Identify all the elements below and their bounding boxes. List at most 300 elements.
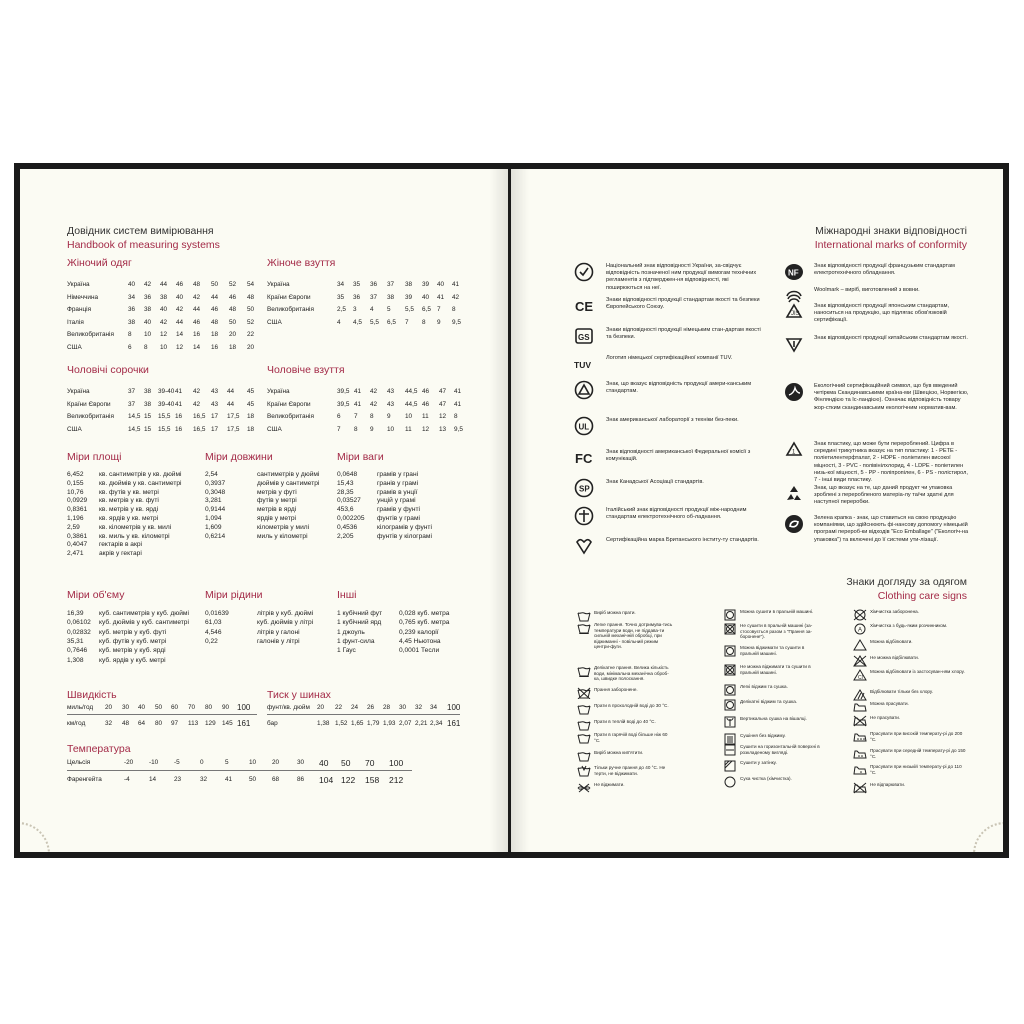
- area-unit: акрів у гектарі: [99, 550, 142, 558]
- wash-boil-icon: [577, 749, 591, 761]
- svg-text:A: A: [858, 627, 863, 634]
- area-value: 2,59: [67, 523, 80, 531]
- bleach-non-chlorine-icon: [853, 688, 867, 700]
- area-unit: кв. метрів у кв. футі: [99, 497, 159, 505]
- care-description: Не прасувати.: [870, 715, 901, 720]
- liquid-value: 4,546: [205, 628, 222, 636]
- temperature-cell: 32: [200, 776, 208, 783]
- mark-description: Знак, що вказує відповідність продукції амери-канським стандартам.: [606, 381, 752, 395]
- volume-unit: куб. ярдів у куб. метрі: [99, 656, 166, 664]
- mark-description: Woolmark – виріб, виготовлений з вовни.: [814, 287, 920, 293]
- mark-description: Знак пластику, що може бути перероблений. Цифра в середині трикутника вказує на тип пластику: 1 - PETE - поліетилентерфталат, 2 - HDPE - поліетилен високої міцності, 3 - PVC - полівінілхлорид, 4 - LDPE - поліетилен низь-кої міцності, 5 - PP - поліпропілен, 6 - PS - полістирол, 7 - інші види пластику.: [814, 441, 968, 484]
- liquid-unit: літрів у галоні: [257, 628, 300, 636]
- tumble-dry-icon: [723, 608, 737, 620]
- area-unit: кв. миль у кв. кілометрі: [99, 532, 170, 540]
- temperature-row2-label: Фаренгейта: [67, 776, 102, 783]
- women_clothing-cell: 8: [144, 344, 148, 351]
- speed-cell: 161: [237, 719, 251, 728]
- care-description: Прати в прохолодній воді до 30 °С.: [594, 703, 669, 708]
- temperature-cell: 50: [249, 776, 257, 783]
- area-value: 0,8361: [67, 506, 88, 514]
- weight-unit: унцій у грамі: [377, 497, 416, 505]
- area-value: 1,196: [67, 515, 84, 522]
- weight-value: 453,6: [337, 506, 354, 514]
- other-unit: 0,765 куб. метра: [399, 619, 450, 627]
- speed-cell: 113: [188, 720, 199, 727]
- temperature-cell: 70: [365, 758, 375, 768]
- tire-title: Тиск у шинах: [267, 689, 331, 701]
- men_shirts-cell: 42: [193, 388, 201, 395]
- temperature-cell: 212: [389, 775, 404, 785]
- swan-mark-icon: [783, 381, 805, 403]
- weight-value: 0,0648: [337, 471, 358, 478]
- men_shoes-cell: 11: [422, 413, 429, 421]
- men_shirts-cell: 45: [247, 400, 255, 408]
- women_shoes-cell: 5,5: [405, 306, 414, 314]
- men_shoes-cell: 13: [439, 425, 447, 433]
- care-description: Не відпарювати.: [870, 782, 906, 787]
- men_shirts-cell: 42: [193, 400, 201, 408]
- speed-cell: 145: [222, 720, 233, 727]
- volume-value: 0,7646: [67, 647, 88, 655]
- tire-cell: 1,79: [367, 720, 380, 727]
- women_clothing-cell: 12: [160, 331, 168, 339]
- weight-unit: грамів у грані: [377, 471, 419, 478]
- speed-cell: 50: [155, 704, 163, 711]
- weight-unit: кілограмів у фунті: [377, 523, 432, 531]
- women_clothing-cell: 52: [229, 281, 237, 288]
- care-description: Прасувати при низькій температу-рі до 110 °С.: [870, 764, 962, 775]
- women_shoes-cell: 6,5: [422, 306, 431, 314]
- men_shoes-row-label: Великобританія: [267, 413, 314, 421]
- volume-value: 1,308: [67, 656, 84, 664]
- iron-medium-icon: [853, 747, 867, 759]
- men_shoes-cell: 46: [422, 388, 430, 395]
- speed-cell: 32: [105, 720, 113, 727]
- liquid-unit: літрів у куб. дюймі: [257, 610, 314, 617]
- line-dry-icon: [723, 715, 737, 727]
- women_clothing-cell: 50: [211, 281, 219, 288]
- liquid-value: 0,01639: [205, 610, 229, 617]
- women_shoes-cell: 7: [405, 318, 409, 326]
- women_clothing-cell: 54: [247, 281, 255, 288]
- men_shirts-cell: 16,5: [193, 425, 206, 433]
- area-value: 10,76: [67, 488, 84, 496]
- fcc-mark-icon: [573, 447, 595, 469]
- green-dot-icon: [783, 513, 805, 535]
- mark-description: Знак відповідності продукції китайським стандартам якості.: [814, 335, 968, 341]
- men_shirts-cell: 38: [144, 400, 152, 408]
- temperature-cell: 14: [149, 776, 157, 783]
- area-title: Міри площі: [67, 451, 122, 463]
- care-description: Хімчистка заборонена.: [870, 609, 919, 614]
- temperature-cell: 158: [365, 775, 380, 785]
- women_shoes-cell: 9: [437, 318, 441, 326]
- women_shoes-cell: 36: [370, 281, 378, 288]
- speed-cell: 90: [222, 704, 230, 711]
- women_clothing-cell: 46: [229, 293, 237, 301]
- csa-mark-icon: [573, 477, 595, 499]
- men_shoes-cell: 8: [370, 413, 374, 421]
- women_clothing-cell: 18: [229, 344, 237, 351]
- women_clothing-cell: 22: [247, 331, 255, 339]
- tire-cell: 34: [430, 704, 438, 711]
- care-description: Можна сушити в пральній машині.: [740, 609, 814, 614]
- temperature-cell: -4: [124, 776, 130, 783]
- no-iron-icon: [853, 714, 867, 726]
- temperature-cell: 50: [341, 758, 351, 768]
- dry-clean-icon: [723, 775, 737, 787]
- hand-wash-icon: [577, 764, 591, 776]
- other-unit: 0,028 куб. метра: [399, 610, 450, 617]
- tire-cell: 28: [383, 704, 391, 711]
- speed-cell: 48: [122, 720, 130, 727]
- corner-ornament: [973, 822, 1003, 852]
- men_shirts-cell: 43: [211, 388, 219, 395]
- temperature-cell: 23: [174, 776, 182, 783]
- volume-title: Міри об'єму: [67, 589, 125, 601]
- tire-cell: 22: [335, 704, 343, 711]
- women_shoes-cell: 38: [387, 293, 395, 301]
- men_shoes-cell: 41: [354, 388, 362, 395]
- gs-mark-icon: [573, 325, 595, 347]
- men_shirts-cell: 15: [144, 425, 152, 433]
- women_clothing-cell: 50: [247, 306, 255, 314]
- tire-row2-label: бар: [267, 720, 278, 727]
- women_clothing-cell: 40: [176, 293, 184, 301]
- women_shoes-cell: 2,5: [337, 306, 346, 314]
- tire-cell: 2,34: [430, 720, 443, 727]
- women_clothing-cell: 10: [160, 344, 168, 351]
- length-unit: ярдів у метрі: [257, 515, 296, 522]
- svg-text:Cl: Cl: [858, 675, 863, 681]
- men_shirts-cell: 15,5: [158, 413, 171, 421]
- care-description: Не віджимати.: [594, 782, 625, 787]
- men_shirts-title: Чоловічі сорочки: [67, 364, 149, 376]
- women_shoes-cell: 41: [437, 293, 445, 301]
- area-value: 0,0929: [67, 497, 88, 505]
- care-description: Не можна відбілювати.: [870, 655, 919, 660]
- men_shirts-cell: 38: [144, 388, 152, 395]
- women_shoes-cell: 8: [452, 306, 456, 314]
- men_shoes-cell: 10: [387, 425, 395, 433]
- mark-description: Знак відповідності американської Федеральної комісії з комунікацій.: [606, 449, 751, 463]
- svg-text:GS: GS: [578, 333, 590, 342]
- care-description: Хімчистка з будь-яким розчинником.: [870, 623, 948, 628]
- women_shoes-cell: 3: [353, 306, 357, 314]
- wash-40-icon: [577, 718, 591, 730]
- tuv-mark-icon: [573, 353, 595, 375]
- women_shoes-cell: 6,5: [387, 318, 396, 326]
- area-unit: кв. ярдів у кв. метрі: [99, 515, 159, 522]
- china-mark-icon: [783, 333, 805, 355]
- men_shoes-row-label: Країни Європи: [267, 400, 311, 408]
- tire-cell: 1,93: [383, 720, 396, 727]
- speed-cell: 80: [155, 720, 163, 727]
- svg-text:1: 1: [792, 449, 796, 456]
- men_shoes-cell: 9,5: [454, 425, 463, 433]
- length-value: 3,281: [205, 497, 222, 505]
- liquid-value: 0,22: [205, 637, 218, 645]
- care-description: Сушити у затінку.: [740, 760, 777, 765]
- women_shoes-cell: 7: [437, 306, 441, 314]
- care-description: Делікатне прання. Велика кількість води, мінімальна механічна оброб-ка, швидке полоскання.: [594, 665, 669, 682]
- women_clothing-row-label: Великобританія: [67, 331, 114, 339]
- women_clothing-row-label: Італія: [67, 318, 84, 326]
- women_shoes-cell: 5,5: [370, 318, 379, 326]
- imq-mark-icon: [573, 505, 595, 527]
- men_shirts-row-label: США: [67, 425, 82, 433]
- women_clothing-row-label: Франція: [67, 306, 92, 314]
- women_clothing-cell: 42: [176, 306, 184, 314]
- men_shirts-row-label: Україна: [67, 388, 90, 395]
- length-unit: метрів у футі: [257, 488, 297, 496]
- men_shoes-cell: 41: [454, 400, 462, 408]
- length-value: 1,094: [205, 515, 222, 522]
- weight-value: 15,43: [337, 479, 354, 487]
- tire-cell: 2,21: [415, 720, 428, 727]
- men_shirts-cell: 37: [128, 388, 136, 395]
- men_shoes-cell: 47: [439, 400, 447, 408]
- men_shirts-cell: 45: [247, 388, 255, 395]
- svg-text:JIS: JIS: [791, 311, 800, 317]
- women_clothing-cell: 40: [144, 318, 152, 326]
- mark-description: Знаки відповідності продукції німецьким стан-дартам якості та безпеки.: [606, 327, 761, 341]
- tire-cell: 161: [447, 719, 461, 728]
- area-unit: кв. метрів у кв. ярді: [99, 506, 159, 514]
- length-value: 0,3048: [205, 488, 226, 496]
- right-title-uk: Міжнародні знаки відповідності: [815, 225, 967, 237]
- length-unit: сантиметрів у дюймі: [257, 471, 320, 478]
- men_shirts-cell: 39-40: [158, 400, 175, 408]
- women_clothing-cell: 46: [211, 306, 219, 314]
- women_shoes-cell: 35: [353, 281, 361, 288]
- women_shoes-title: Жіноче взуття: [267, 257, 336, 269]
- men_shoes-cell: 42: [370, 400, 378, 408]
- women_clothing-row-label: Україна: [67, 281, 90, 288]
- speed-cell: 30: [122, 704, 130, 711]
- area-unit: гектарів в акрі: [99, 541, 142, 549]
- other-unit: 0,0001 Тесли: [399, 647, 440, 655]
- gentle-dry-icon: [723, 683, 737, 695]
- men_shoes-cell: 6: [337, 413, 341, 421]
- area-value: 2,471: [67, 550, 84, 558]
- mark-description: Знаки відповідності продукції стандартам якості та безпеки Європейського Союзу.: [606, 297, 760, 311]
- svg-text:CE: CE: [575, 299, 594, 314]
- men_shoes-cell: 42: [370, 388, 378, 395]
- women_clothing-cell: 50: [229, 318, 237, 326]
- men_shoes-cell: 43: [387, 388, 395, 395]
- men_shoes-row-label: США: [267, 425, 282, 433]
- svg-text:NF: NF: [788, 268, 799, 278]
- care-title-uk: Знаки догляду за одягом: [846, 576, 967, 588]
- other-title: Інші: [337, 589, 357, 601]
- men_shirts-cell: 18: [247, 413, 255, 421]
- men_shirts-row-label: Країни Європи: [67, 400, 111, 408]
- speed-cell: 80: [205, 704, 213, 711]
- men_shoes-cell: 9: [370, 425, 374, 433]
- care-description: Можна відбілювати із застосуван-ням хлору.: [870, 669, 965, 674]
- care-title-en: Clothing care signs: [877, 590, 967, 602]
- page-spine-shadow: [511, 169, 529, 852]
- speed-title: Швидкість: [67, 689, 117, 701]
- mark-description: Зелена крапка - знак, що ставиться на свою продукцію компаніями, що здійснюють фі-нансову допомогу німецькій програмі перероб-ки відходів "Eco Emballage" ("Екологіч-на упаковка") та включені до її системи ути-лізації.: [814, 515, 969, 543]
- weight-unit: грамів в унції: [377, 488, 418, 496]
- women_shoes-cell: 9,5: [452, 318, 461, 326]
- no-wash-icon: [577, 686, 591, 698]
- men_shirts-cell: 17,5: [227, 425, 240, 433]
- temperature-cell: 5: [225, 759, 229, 766]
- women_clothing-cell: 14: [193, 344, 201, 351]
- area-value: 0,4047: [67, 541, 88, 549]
- women_shoes-cell: 4,5: [353, 318, 362, 326]
- iron-low-icon: [853, 763, 867, 775]
- men_shirts-cell: 14,5: [128, 425, 141, 433]
- women_clothing-cell: 40: [128, 281, 136, 288]
- men_shirts-cell: 15,5: [158, 425, 171, 433]
- women_clothing-cell: 6: [128, 344, 132, 351]
- length-value: 0,3937: [205, 479, 226, 487]
- weight-unit: фунтів у кілограмі: [377, 532, 432, 540]
- no-dry-clean-icon: [853, 608, 867, 620]
- japan-mark-icon: [783, 301, 805, 323]
- tire-cell: 26: [367, 704, 375, 711]
- women_clothing-cell: 42: [160, 318, 168, 326]
- mark-description: Знак американської лабораторії з техніки без-пеки.: [606, 417, 739, 423]
- men_shoes-cell: 46: [422, 400, 430, 408]
- liquid-value: 61,03: [205, 619, 222, 627]
- women_shoes-cell: 4: [370, 306, 374, 314]
- care-description: Легкі віджим та сушка.: [740, 684, 788, 689]
- liquid-unit: галонів у літрі: [257, 637, 300, 645]
- women_clothing-cell: 20: [247, 344, 255, 351]
- weight-unit: фунтів у грамі: [377, 515, 420, 522]
- tire-cell: 32: [415, 704, 423, 711]
- women_clothing-cell: 48: [247, 293, 255, 301]
- men_shirts-cell: 16,5: [193, 413, 206, 421]
- speed-cell: 64: [138, 720, 146, 727]
- women_clothing-cell: 52: [247, 318, 255, 326]
- temperature-cell: 100: [389, 758, 404, 768]
- women_shoes-cell: 4: [337, 318, 341, 326]
- temperature-cell: -5: [174, 759, 180, 766]
- length-unit: футів у метрі: [257, 497, 297, 505]
- tire-cell: 30: [399, 704, 407, 711]
- mark-description: Екологічний сертифікаційний символ, що був введений четіркма Скандинавськими країна-ми (Швецією, Норвегією, Фінляндією та Іс-ландією). Означає відповідність товару жор-стким скандинавським екологічним норматив-вам.: [814, 383, 969, 411]
- bleach-chlorine-icon: [853, 668, 867, 680]
- women_clothing-cell: 12: [176, 344, 184, 351]
- wring-dry-icon: [723, 644, 737, 656]
- length-value: 2,54: [205, 471, 218, 478]
- men_shoes-row-label: Україна: [267, 388, 290, 395]
- no-bleach-icon: [853, 654, 867, 666]
- care-description: Вертикальна сушка на вішалці.: [740, 716, 807, 721]
- women_shoes-cell: 41: [452, 281, 460, 288]
- care-description: Делікатні віджим та сушка.: [740, 699, 798, 704]
- weight-value: 0,4536: [337, 523, 358, 531]
- women_shoes-cell: 35: [337, 293, 345, 301]
- speed-cell: 40: [138, 704, 146, 711]
- men_shirts-cell: 39-40: [158, 388, 175, 395]
- men_shirts-cell: 17,5: [227, 413, 240, 421]
- length-unit: метрів в ярді: [257, 506, 297, 514]
- iron-icon: [853, 700, 867, 712]
- volume-unit: куб. метрів у куб. футі: [99, 628, 167, 636]
- care-description: Можна прасувати.: [870, 701, 909, 706]
- women_shoes-cell: 39: [422, 281, 430, 288]
- wash-tub-icon: [577, 609, 591, 621]
- care-description: Суха чистка (хімчистка).: [740, 776, 792, 781]
- volume-value: 0,06102: [67, 619, 91, 627]
- men_shoes-cell: 7: [337, 425, 341, 433]
- no-wring-dry-icon: [723, 663, 737, 675]
- tire-cell: 100: [447, 703, 461, 712]
- weight-value: 0,03527: [337, 497, 361, 505]
- men_shoes-cell: 44,5: [405, 388, 418, 395]
- men_shoes-cell: 41: [454, 388, 462, 395]
- tire-cell: 20: [317, 704, 325, 711]
- temperature-cell: 20: [272, 759, 280, 766]
- speed-row2-label: км/год: [67, 720, 86, 727]
- men_shoes-cell: 44,5: [405, 400, 418, 408]
- women_shoes-cell: 8: [422, 318, 426, 326]
- women_clothing-cell: 16: [211, 344, 219, 351]
- care-description: Сушіння без віджиму.: [740, 733, 786, 738]
- svg-text:SP: SP: [579, 484, 590, 494]
- men_shoes-cell: 8: [454, 413, 458, 421]
- delicate-dry-icon: [723, 698, 737, 710]
- men_shoes-title: Чоловіче взуття: [267, 364, 345, 376]
- left-page: [20, 169, 508, 852]
- speed-cell: 129: [205, 720, 216, 727]
- men_shoes-cell: 12: [422, 425, 430, 433]
- care-description: Виріб можна кип'ятити.: [594, 750, 644, 755]
- wash-30-icon: [577, 702, 591, 714]
- tire-cell: 2,07: [399, 720, 412, 727]
- temperature-cell: 41: [225, 776, 233, 783]
- women_shoes-cell: 42: [452, 293, 460, 301]
- temperature-divider: [67, 770, 412, 771]
- recycle-triangle-icon: [783, 439, 805, 461]
- women_clothing-cell: 48: [193, 281, 201, 288]
- women_shoes-cell: 37: [387, 281, 395, 288]
- svg-text:TUV: TUV: [574, 360, 591, 370]
- women_shoes-cell: 34: [337, 281, 345, 288]
- men_shoes-cell: 9: [387, 413, 391, 421]
- care-description: Прати в гарячій воді більше ніж 60 °С.: [594, 732, 668, 743]
- liquid-title: Міри рідини: [205, 589, 263, 601]
- mark-description: Знак Канадської Асоціації стандартів.: [606, 479, 704, 485]
- men_shirts-cell: 16: [175, 413, 183, 421]
- other-value: 1 Гаус: [337, 647, 356, 655]
- mark-description: Національний знак відповідності України, за-свідчує відповідність позначеної ним продукції вимогам технічних регламентів з підтверджен-ня відповідності, які поширюються на неї.: [606, 263, 757, 291]
- other-value: 1 кубічний фут: [337, 610, 383, 617]
- care-description: Виріб можна прати.: [594, 610, 636, 615]
- men_shoes-cell: 7: [354, 413, 358, 421]
- temperature-cell: -10: [149, 759, 159, 766]
- area-unit: кв. сантиметрів у кв. дюймі: [99, 471, 182, 478]
- women_clothing-cell: 38: [144, 306, 152, 314]
- length-unit: кілометрів у милі: [257, 523, 310, 531]
- shade-dry-icon: [723, 759, 737, 771]
- volume-unit: куб. метрів у куб. ярді: [99, 647, 166, 655]
- mark-description: Знак відповідності продукції японським стандартам, наноситься на продукцію, що підлягає обов'язковій сертифікації.: [814, 303, 950, 324]
- men_shoes-cell: 43: [387, 400, 395, 408]
- length-unit: дюймів у сантиметрі: [257, 479, 320, 487]
- care-description: Відбілювати тільки без хлору.: [870, 689, 933, 694]
- mark-description: Знак, що вказує на те, що даний продукт чи упаковка зроблені з переробленого матеріа-лу та/чи здатні для наступної переробки.: [814, 485, 954, 506]
- women_shoes-row-label: Країни Європи: [267, 293, 311, 301]
